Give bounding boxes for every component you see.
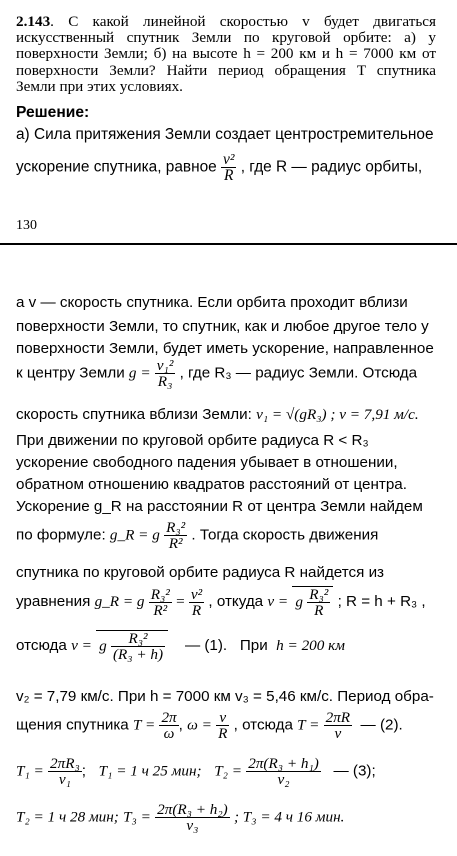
line-l xyxy=(16,586,426,618)
frac-num: v₁² xyxy=(156,357,174,374)
line-p4: — (3); xyxy=(333,762,376,780)
frac-num: R₃² xyxy=(309,586,329,603)
frac-den: v₂ xyxy=(277,771,290,788)
equals-sign: = xyxy=(176,593,185,611)
omega-lhs: ω = xyxy=(187,716,212,734)
h-200: h = 200 км xyxy=(276,637,345,655)
solution-line-1: а) Сила притяжения Земли создает центростремительное xyxy=(16,126,434,143)
T2b-lhs: T₂ = xyxy=(214,762,242,780)
sqrt-big xyxy=(96,630,168,662)
line-i: Ускорение g_R на расстоянии R от центра Земли найдем xyxy=(16,498,423,515)
frac-num: 2π(R₃ + h₂) xyxy=(157,801,228,818)
T3-lhs: T₃ = xyxy=(123,808,151,826)
fraction-T3 xyxy=(155,802,230,833)
line-o3: — (2). xyxy=(360,716,403,734)
frac-num: 2πR xyxy=(325,709,351,726)
frac-den: R xyxy=(224,167,234,184)
line-j1: по формуле: xyxy=(16,526,106,544)
frac-num: 2π xyxy=(161,709,177,726)
line-h: обратном отношению квадратов расстояний от центра. xyxy=(16,476,407,493)
frac-den: (R₃ + h) xyxy=(112,646,164,663)
line-o1: щения спутника xyxy=(16,716,129,734)
line-d2: , где R₃ — радиус Земли. Отсюда xyxy=(179,364,418,382)
problem-text: С какой линейной скоростью v будет двигаться искусственный спутник Земли по круговой орбите: а) у поверхности Земли; б) на высоте h = 200 км и h = 7000 км от поверхности Земли? Найти период обращения T спутника Земли при этих условиях. xyxy=(16,13,437,95)
frac-den: R² xyxy=(168,535,183,552)
frac-num: 2πR₃ xyxy=(50,755,80,772)
fraction-g xyxy=(155,358,176,389)
line-e xyxy=(16,406,419,424)
line-n: v₂ = 7,79 км/с. При h = 7000 км v₃ = 5,46 км/с. Период обра- xyxy=(16,688,434,705)
T1-lhs: T₁ = xyxy=(16,762,44,780)
line-o: щения спутника T = $\frac{2\pi}{\omega}$ , ω = $\frac{v}{R}$ , отсюда T = $\frac{2\pi R}{v}$ — (2). xyxy=(16,709,403,742)
T2-value: T₂ = 1 ч 28 мин; xyxy=(16,808,119,826)
solution-heading: Решение: xyxy=(16,104,90,121)
fraction-T xyxy=(159,710,178,741)
sqrt-g: g xyxy=(295,593,303,611)
line-p: T₁ = $\frac{\text{2πR₃}}{\text{v₁}}$ ; T₁ = 1 ч 25 мин; T₂ = $\frac{\text{2π(R₃ + h₁)}}{\text{v₂}}$ — (3); xyxy=(16,755,376,788)
fraction-v2R xyxy=(189,587,204,618)
frac-den: R xyxy=(218,725,228,742)
sqrt-g: g xyxy=(99,637,107,655)
frac-num: R₃² xyxy=(111,631,165,647)
frac-den: R xyxy=(191,601,202,619)
line-d1: к центру Земли xyxy=(16,364,125,382)
problem-statement: 2.143. С какой линейной скоростью v будет двигаться искусственный спутник Земли по круговой орбите: а) у поверхности Земли; б) на высоте h = 200 км и h = 7000 км от поверхности Земли? Найти период обращения T спутника Земли при этих условиях. xyxy=(16,13,437,95)
page-number: 130 xyxy=(16,218,37,233)
g-eq-lhs: g = xyxy=(128,364,151,382)
fraction-gR2 xyxy=(149,587,172,618)
frac-num: v² xyxy=(190,585,203,603)
fraction-v2-R xyxy=(221,152,236,183)
gR-lhs: g_R = g xyxy=(109,526,160,544)
frac-num: v² xyxy=(222,151,235,168)
T2-lhs: T = xyxy=(297,716,320,734)
fraction-sqrt xyxy=(307,587,330,618)
frac-den: R₃ xyxy=(157,373,173,390)
frac-num: 2π(R₃ + h₁) xyxy=(248,755,319,772)
frac-num: R₃² xyxy=(166,519,186,536)
solution-line-2 xyxy=(16,152,422,183)
frac-den: ω xyxy=(163,725,175,742)
T3-value: ; T₃ = 4 ч 16 мин. xyxy=(233,808,345,826)
line-j xyxy=(16,520,378,551)
frac-den: R xyxy=(314,602,324,619)
frac-num: R₃² xyxy=(150,585,170,603)
line-f: При движении по круговой орбите радиуса R < R₃ xyxy=(16,432,369,449)
solution-line-2b: , где R — радиус орбиты, xyxy=(240,158,423,176)
frac-den: v₃ xyxy=(186,817,199,834)
line-e1: скорость спутника вблизи Земли: xyxy=(16,406,252,423)
line-l3: ; R = h + R₃ , xyxy=(337,593,426,611)
T1-value: T₁ = 1 ч 25 мин; xyxy=(98,762,202,780)
line-q xyxy=(16,802,344,833)
vbig-lhs: v = xyxy=(71,637,92,655)
line-m1: отсюда xyxy=(16,637,67,655)
line-c: поверхности Земли, будет иметь ускорение, направленное xyxy=(16,340,434,357)
frac-den: v xyxy=(334,725,342,742)
fraction-big xyxy=(111,631,165,662)
solution-line-2a: ускорение спутника, равное xyxy=(16,158,217,176)
line-d xyxy=(16,358,417,389)
problem-number: 2.143 xyxy=(16,13,51,30)
fraction-T2b xyxy=(246,756,321,787)
line-o2: , отсюда xyxy=(233,716,293,734)
frac-num: v xyxy=(216,710,229,726)
line-l1: уравнения xyxy=(16,593,91,611)
gR2-lhs: g_R = g xyxy=(94,593,145,611)
fraction-T2 xyxy=(324,710,352,741)
frac-den: v₁ xyxy=(58,771,71,788)
fraction-T1 xyxy=(48,756,82,787)
v-lhs: v = xyxy=(267,593,289,611)
v1-formula: v₁ = √(gR₃) ; v = 7,91 м/с. xyxy=(256,406,419,423)
sqrt-gR xyxy=(292,586,333,618)
line-j2: . Тогда скорость движения xyxy=(191,526,379,544)
line-m xyxy=(16,630,345,662)
line-m3: При xyxy=(239,637,268,655)
frac-den: R² xyxy=(153,601,168,619)
line-a: а v — скорость спутника. Если орбита проходит вблизи xyxy=(16,294,408,311)
line-m2: — (1). xyxy=(184,637,228,655)
line-g: ускорение свободного падения убывает в отношении, xyxy=(16,454,398,471)
fraction-gR xyxy=(164,520,187,551)
T-lhs: T = xyxy=(132,716,156,734)
page-divider xyxy=(0,243,457,245)
line-k: спутника по круговой орбите радиуса R найдется из xyxy=(16,564,385,581)
line-b: поверхности Земли, то спутник, как и любое другое тело у xyxy=(16,318,429,335)
fraction-omega xyxy=(216,710,229,741)
line-l2: , откуда xyxy=(208,593,264,611)
